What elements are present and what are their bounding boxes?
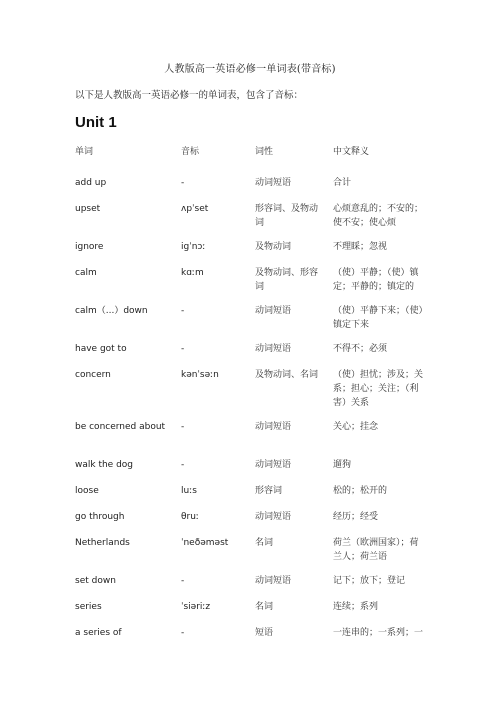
pos-cell: 及物动词、形容词 (255, 268, 319, 292)
table-row (69, 169, 431, 195)
pos-cell: 名词 (255, 602, 274, 612)
pos-cell: 及物动词 (255, 242, 292, 252)
word-cell: have got to (75, 344, 127, 354)
table-row (69, 259, 431, 297)
table-row (69, 451, 431, 477)
phonetic-cell: ˈsiəriːz (181, 602, 211, 612)
unit-heading: Unit 1 (75, 114, 117, 131)
word-cell: ignore (75, 242, 104, 252)
header-meaning: 中文释义 (333, 147, 370, 157)
phonetic-cell: - (181, 422, 185, 432)
table-row (69, 335, 431, 361)
pos-cell: 动词短语 (255, 512, 292, 522)
word-cell: loose (75, 486, 99, 496)
pos-cell: 动词短语 (255, 178, 292, 188)
meaning-cell: （使）平静下来；（使）镇定下来 (333, 306, 424, 330)
phonetic-cell: - (181, 628, 185, 638)
pos-cell: 动词短语 (255, 344, 292, 354)
pos-cell: 短语 (255, 628, 274, 638)
table-row (69, 619, 431, 640)
table-row (69, 503, 431, 529)
word-cell: go through (75, 512, 125, 522)
meaning-cell: 荷兰（欧洲国家）；荷兰人；荷兰语 (333, 538, 419, 562)
phonetic-cell: - (181, 306, 185, 316)
phonetic-cell: - (181, 576, 185, 586)
phonetic-cell: - (181, 460, 185, 470)
table-row (69, 361, 431, 413)
page-title: 人教版高一英语必修一单词表(带音标) (164, 64, 336, 75)
word-cell: concern (75, 370, 111, 380)
pos-cell: 名词 (255, 538, 274, 548)
meaning-cell: 不理睬；忽视 (333, 242, 388, 252)
meaning-cell: 不得不；必须 (333, 344, 388, 354)
meaning-cell: 一连串的；一系列；一 (333, 628, 424, 638)
phonetic-cell: ʌpˈset (181, 204, 209, 214)
meaning-cell: 遛狗 (333, 460, 352, 470)
table-row (69, 567, 431, 593)
table-row (69, 233, 431, 259)
phonetic-cell: luːs (181, 486, 197, 496)
meaning-cell: 松的；松开的 (333, 486, 388, 496)
pos-cell: 动词短语 (255, 306, 292, 316)
word-cell: upset (75, 204, 101, 214)
table-row (69, 477, 431, 503)
table-row (69, 593, 431, 619)
intro-text: 以下是人教版高一英语必修一的单词表，包含了音标： (75, 90, 304, 101)
table-row (69, 297, 431, 335)
word-cell: be concerned about (75, 422, 166, 432)
meaning-cell: 连续；系列 (333, 602, 379, 612)
table-header-row (69, 138, 431, 169)
meaning-cell: 经历；经受 (333, 512, 379, 522)
word-cell: set down (75, 576, 116, 586)
meaning-cell: 记下；放下；登记 (333, 576, 406, 586)
word-cell: Netherlands (75, 538, 130, 548)
pos-cell: 形容词 (255, 486, 283, 496)
header-part-of-speech: 词性 (255, 147, 274, 157)
word-cell: a series of (75, 628, 122, 638)
pos-cell: 动词短语 (255, 576, 292, 586)
phonetic-cell: kənˈsəːn (181, 370, 219, 380)
meaning-cell: 心烦意乱的；不安的；使不安；使心烦 (333, 204, 424, 228)
meaning-cell: 合计 (333, 178, 352, 188)
pos-cell: 动词短语 (255, 460, 292, 470)
vocabulary-table (69, 138, 431, 640)
word-cell: walk the dog (75, 460, 134, 470)
pos-cell: 及物动词、名词 (255, 370, 319, 380)
phonetic-cell: ˈneðəməst (181, 538, 229, 548)
word-cell: add up (75, 178, 107, 188)
pos-cell: 动词短语 (255, 422, 292, 432)
table-row (69, 195, 431, 233)
meaning-cell: （使）平静；（使）镇定；平静的；镇定的 (333, 268, 419, 292)
word-cell: calm（...）down (75, 306, 148, 316)
phonetic-cell: - (181, 178, 185, 188)
phonetic-cell: igˈnɔː (181, 242, 206, 252)
phonetic-cell: - (181, 344, 185, 354)
phonetic-cell: kɑːm (181, 268, 204, 278)
header-word: 单词 (75, 147, 94, 157)
meaning-cell: （使）担忧；涉及；关系；担心；关注；（利害）关系 (333, 370, 424, 408)
table-row (69, 413, 431, 451)
header-phonetic: 音标 (181, 147, 200, 157)
phonetic-cell: θruː (181, 512, 199, 522)
word-cell: series (75, 602, 102, 612)
meaning-cell: 关心；挂念 (333, 422, 379, 432)
table-row (69, 529, 431, 567)
pos-cell: 形容词、及物动词 (255, 204, 319, 228)
word-cell: calm (75, 268, 97, 278)
